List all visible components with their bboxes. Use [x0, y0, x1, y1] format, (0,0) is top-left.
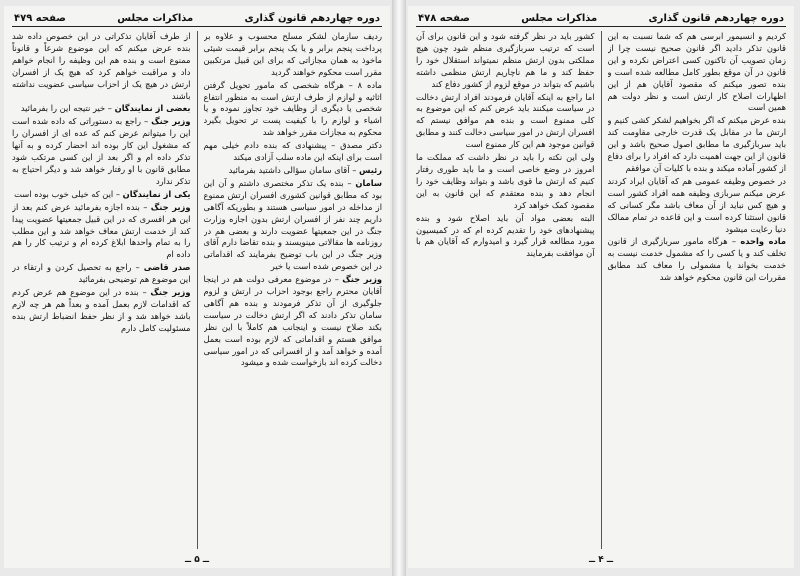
speaker-name: ماده واحده: [740, 236, 786, 247]
speaker-name: بعضی از نمایندگان: [114, 103, 191, 114]
book-gutter: [392, 0, 406, 576]
column-left: [12, 31, 191, 549]
paragraph: البته بعضی مواد آن باید اصلاح شود و بنده پیشنهادهای خود را تقدیم کرده ام که در کمیسیون مورد مطالعه قرار گیرد و امیدوارم که آقایان هم با آن موافقت بفرمایند: [416, 212, 595, 259]
speaker-name: وزیر جنگ: [150, 287, 191, 298]
journal-period: دوره چهاردهم قانون گذاری: [244, 12, 380, 24]
journal-title: مذاکرات مجلس: [117, 12, 194, 24]
paragraph: ولی این نکته را باید در نظر داشت که مملکت ما امروز در وضع خاصی است و ما باید طوری رفتار کنیم که ارتش ما قوی باشد و بتواند وظایف خود را انجام دهد و بنده معتقدم که این قانون به این مقصود کمک خواهد کرد: [416, 152, 595, 210]
speaker-paragraph: ماده واحده – هرگاه مامور سربازگیری از قانون تخلف کند و یا کسی را که مشمول خدمت نیست به خدمت بخواند یا مشمولی را معاف کند مطابق مقررات این قانون محکوم خواهد شد: [607, 236, 786, 283]
speaker-name: وزیر جنگ: [151, 116, 191, 127]
column-divider: [601, 31, 602, 549]
speaker-name: صدر قاضی: [143, 262, 191, 273]
paragraph: اما راجع به اینکه آقایان فرمودند افراد ارتش دخالت در سیاست میکنند باید عرض کنم که این موضوع به کلی ممنوع است و بنده هم موافق نیستم که افسران ارتش در امور سیاسی دخالت کنند و مطابق قوانین موجود هم این کار ممنوع است: [416, 91, 595, 150]
speaker-paragraph: رئیس – آقای سامان سؤالی داشتید بفرمائید: [228, 164, 382, 175]
speaker-paragraph: یکی از نمایندگان – این که خیلی خوب بوده است: [14, 188, 191, 199]
speaker-paragraph: صدر قاضی – راجع به تحصیل کردن و ارتقاء در این موضوع هم توضیحی بفرمائید: [12, 262, 191, 285]
speaker-paragraph: وزیر جنگ – بنده در این موضوع هم عرض کردم که اقدامات لازم بعمل آمده و بعداً هم هر چه لازم باشد خواهد شد و از نظر حفظ انضباط ارتش بنده مسئولیت کامل دارم: [12, 287, 191, 333]
speaker-paragraph: وزیر جنگ – در موضوع معرفی دولت هم در اینجا آقایان محترم راجع بوجود احزاب در ارتش و لزوم جلوگیری از آن تذکر فرمودند و بنده هم آگاهی سامان تذکر دادند که اگر ارتش دخالت در سیاست بکند صلاح نیست و اینجانب هم کاملاً با این نظر موافق هستم و اقداماتی که لازم بوده است بعمل آمده و خواهد آمد و از افسرانی که در امور سیاسی دخالت کرده اند بازخواست شده و میشود: [203, 274, 382, 368]
speaker-name: یکی از نمایندگان: [122, 188, 191, 199]
page-header: [416, 10, 786, 27]
paragraph: بنده عرض میکنم که اگر بخواهیم لشکر کشی کنیم و ارتش ما در مقابل یک قدرت خارجی مقاومت کند باید سربازگیری ما مطابق اصول صحیح باشد و این قانون از این جهت اهمیت دارد که افراد را برای دفاع از کشور آماده میکند و بنده با کلیات آن موافقم: [607, 115, 786, 173]
paragraph: ماده ۸ – هرگاه شخصی که مامور تحویل گرفتن اثاثیه و لوازم از طرف ارتش است به منظور انتفاع شخصی یا دیگری از وظایف خود تجاوز نموده و یا اشیاء و لوازم را با کیفیت پست تر تحویل بگیرد محکوم به مجازات مقرر خواهد شد: [203, 79, 382, 138]
page-number-label: صفحه ۴۷۸: [418, 12, 470, 24]
paragraph: دکتر مصدق – پیشنهادی که بنده دادم خیلی مهم است برای اینکه این ماده سلب آزادی میکند: [203, 140, 382, 163]
paragraph: کردیم و انسیمور ابرسی هم که شما نسبت به این قانون تذکر دادید اگر قانون صحیح نیست چرا از زمان تصویب آن تاکنون کسی اعتراض نکرده و این قانون در آن موقع بطور کامل مطالعه شده است و بنده تصور میکنم که مقصود آقایان هم از این اظهارات اصلاح کار ارتش است و نظر دولت هم همین است: [607, 31, 786, 113]
speaker-paragraph: وزیر جنگ – راجع به دستوراتی که داده شده است این را میتوانم عرض کنم که عده ای از افسران را که مشغول این کار بوده اند احضار کرده و به آنها تذکر داده ام و اگر بعد از این کسی مرتکب شود مطابق قانون با او رفتار خواهد شد و دیگر احتیاج به تذکر ندارد: [12, 116, 191, 186]
left-page: [4, 6, 390, 568]
speaker-paragraph: بعضی از نمایندگان – خیر نتیجه این را بفرمائید: [20, 103, 191, 114]
text-columns: [12, 31, 382, 549]
speaker-paragraph: سامان – بنده یک تذکر مختصری داشتم و آن این بود که مطابق قوانین کشوری افسران ارتش ممنوع از مداخله در امور سیاسی هستند و بطوریکه آگاهی داریم چند نفر از افسران ارتش بدون اجازه وزارت جنگ در این جمعیتها عضویت دارند و بعضی هم در روزنامه ها مقالاتی مینویسند و بنده تقاضا دارم آقای وزیر جنگ در این باب توضیح بفرمایند که اقداماتی در این خصوص شده است یا خیر: [203, 177, 382, 272]
paragraph: ردیف سازمان لشکر مسلح محسوب و علاوه بر پرداخت پنجم برابر و یا یک پنجم برابر قیمت شیئی ماخوذ به همان مجازاتی که برای این قبیل مرتکبین مقرر است محکوم خواهند گردید: [203, 31, 382, 77]
speaker-name: وزیر جنگ: [150, 201, 191, 212]
page-footer-number: ــ ۵ ــ: [184, 555, 210, 565]
paragraph: کشور باید در نظر گرفته شود و این قانون برای آن است که ترتیب سربازگیری منظم شود چون هیچ مملکتی بدون ارتش منظم نمیتواند استقلال خود را حفظ کند و ما هم ناچاریم ارتش منظمی داشته باشیم که بتواند در موقع لزوم از کشور دفاع کند: [416, 31, 595, 89]
page-number-label: صفحه ۴۷۹: [14, 12, 66, 24]
page-header: [12, 10, 382, 27]
journal-period: دوره چهاردهم قانون گذاری: [648, 12, 784, 24]
column-right: [608, 31, 787, 549]
column-divider: [197, 31, 198, 549]
speaker-paragraph: وزیر جنگ – بنده اجازه بفرمائید عرض کنم بعد از این هر افسری که در این قبیل جمعیتها عضویت پیدا کند از خدمت ارتش معاف خواهد شد و این مطلب را به تمام واحدها ابلاغ کرده ام و ترتیب کار را هم داده ام: [12, 201, 191, 260]
paragraph: در خصوص وظیفه عمومی هم که آقایان ایراد کردند عرض میکنم سربازی وظیفه همه افراد کشور است و هیچ کس نباید از آن معاف باشد مگر کسانی که قانون استثنا کرده است و این قاعده در تمام ممالک دنیا رعایت میشود: [607, 175, 786, 234]
speaker-name: رئیس: [358, 164, 382, 175]
speaker-name: سامان: [355, 177, 382, 188]
speaker-name: وزیر جنگ: [342, 274, 382, 285]
paragraph: از طرف آقایان تذکراتی در این خصوص داده شد بنده عرض میکنم که این موضوع شرعاً و قانوناً ممنوع است و بنده هم این وظیفه را انجام خواهم داد و مراقبت خواهم کرد که هیچ یک از افسران ارتش در هیچ یک از احزاب سیاسی عضویت نداشته باشند: [12, 31, 191, 101]
text-columns: [416, 31, 786, 549]
right-page: [408, 6, 794, 568]
journal-title: مذاکرات مجلس: [521, 12, 598, 24]
page-footer-number: ــ ۴ ــ: [588, 555, 614, 565]
column-left: [416, 31, 595, 549]
column-right: [204, 31, 383, 549]
